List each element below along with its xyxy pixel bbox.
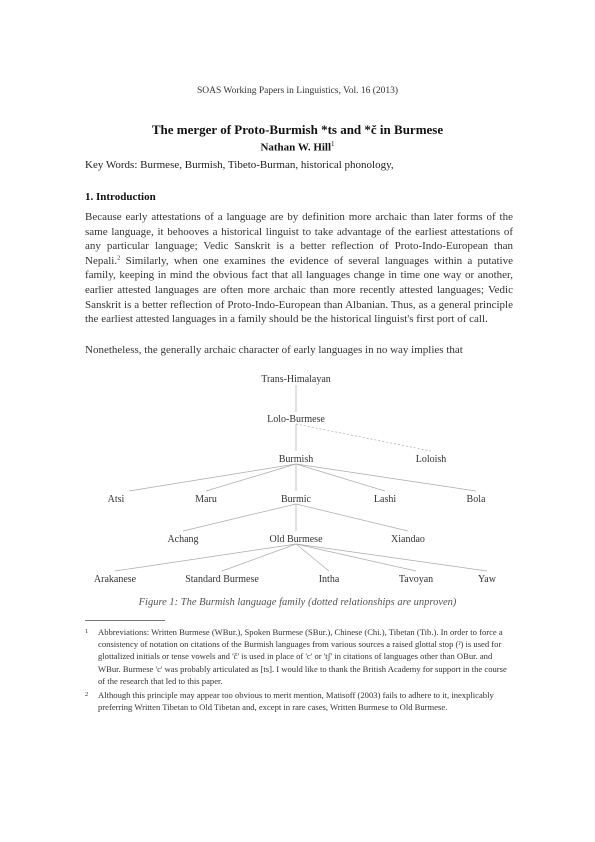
- node-maru: Maru: [195, 494, 217, 505]
- node-trans-himalayan: Trans-Himalayan: [261, 374, 331, 385]
- node-tavoyan: Tavoyan: [398, 574, 434, 585]
- author-name: Nathan W. Hill: [260, 141, 332, 154]
- paragraph-1-text-a: Because early attestations of a language are by definition more archaic than later forms of the same language, it behooves a historical linguist to take advantage of the earliest attestations of any particular language; Vedic Sanskrit is a better reflection of Proto-Indo-European than Nepali.: [85, 211, 513, 267]
- intro-paragraph-2: Nonetheless, the generally archaic character of early languages in no way implies that: [85, 344, 463, 356]
- footnote-marker-2[interactable]: 2: [117, 254, 121, 262]
- footnote-1-text: Abbreviations: Written Burmese (WBur.), Spoken Burmese (SBur.), Chinese (Chi.), Tibetan (Tib.). In order to force a consistency of notation on citations of the Burmish languages from various sources a raised glottal stop (ˀ) is used for glottalized initials or tense vowels and 'č' is used in place of 'c' or 'tʃ' in citations of languages other than OBur. and WBur. Burmese 'c' was probably articulated as [ts]. I would like to thank the British Academy for support in the course of the research that led to this paper.: [98, 627, 507, 686]
- edge-old-burmese-standard-burmese: [222, 544, 296, 571]
- author-line: [0, 140, 595, 154]
- node-intha: Intha: [318, 574, 340, 585]
- footnote-2-text: Although this principle may appear too obvious to merit mention, Matisoff (2003) fails to adhere to it, inexplicably preferring Written Tibetan to Old Tibetan and, except in rare cases, Written Burmese to Old Burmese.: [98, 690, 494, 713]
- edge-old-burmese-tavoyan: [296, 544, 416, 571]
- node-lolo-burmese: Lolo-Burmese: [267, 414, 325, 425]
- keywords: Key Words: Burmese, Burmish, Tibeto-Burman, historical phonology,: [85, 159, 394, 171]
- footnote-1: [85, 626, 515, 687]
- footnote-divider: [85, 620, 165, 621]
- section-heading: 1. Introduction: [85, 191, 156, 203]
- intro-paragraph-1: [85, 210, 513, 327]
- node-arakanese: Arakanese: [93, 574, 137, 585]
- node-yaw: Yaw: [478, 574, 496, 585]
- edge-burmic-xiandao: [296, 504, 408, 531]
- node-lashi: Lashi: [373, 494, 397, 505]
- node-burmic: Burmic: [281, 494, 311, 505]
- footnote-2: [85, 689, 515, 713]
- edge-burmish-maru: [206, 464, 296, 491]
- edge-old-burmese-yaw: [296, 544, 487, 571]
- node-achang: Achang: [167, 534, 199, 545]
- tree-nodes: [94, 374, 497, 585]
- node-atsi: Atsi: [107, 494, 125, 505]
- footnote-2-number: 2: [85, 691, 89, 698]
- edge-lolo-burmese-loloish: [296, 424, 431, 451]
- node-bola: Bola: [466, 494, 486, 505]
- node-burmish: Burmish: [278, 454, 314, 465]
- node-xiandao: Xiandao: [391, 534, 425, 545]
- figure-caption: Figure 1: The Burmish language family (dotted relationships are unproven): [138, 597, 457, 608]
- node-old-burmese: Old Burmese: [269, 534, 323, 545]
- node-standard-burmese: Standard Burmese: [185, 574, 259, 585]
- node-loloish: Loloish: [415, 454, 447, 465]
- edge-burmish-lashi: [296, 464, 385, 491]
- edge-burmish-atsi: [129, 464, 296, 491]
- edge-burmic-achang: [183, 504, 296, 531]
- language-family-tree: [0, 360, 595, 590]
- edge-burmish-bola: [296, 464, 476, 491]
- edge-old-burmese-arakanese: [115, 544, 296, 571]
- running-head: SOAS Working Papers in Linguistics, Vol. 16 (2013): [196, 86, 399, 96]
- paragraph-1-text-b: Similarly, when one examines the evidence of several languages within a putative family, keeping in mind the obvious fact that all languages change in time one way or another, earlier attested languages are often more archaic than more recently attested languages; Vedic Sanskrit is a better reflection of Proto-Indo-European than Albanian. Thus, as a general principle the earliest attested languages in a family should be the historical linguist's first port of call.: [85, 254, 513, 326]
- author-footnote-marker[interactable]: 1: [331, 140, 335, 148]
- paper-title: The merger of Proto-Burmish *ts and *č in Burmese: [151, 122, 444, 137]
- footnote-1-number: 1: [85, 628, 89, 635]
